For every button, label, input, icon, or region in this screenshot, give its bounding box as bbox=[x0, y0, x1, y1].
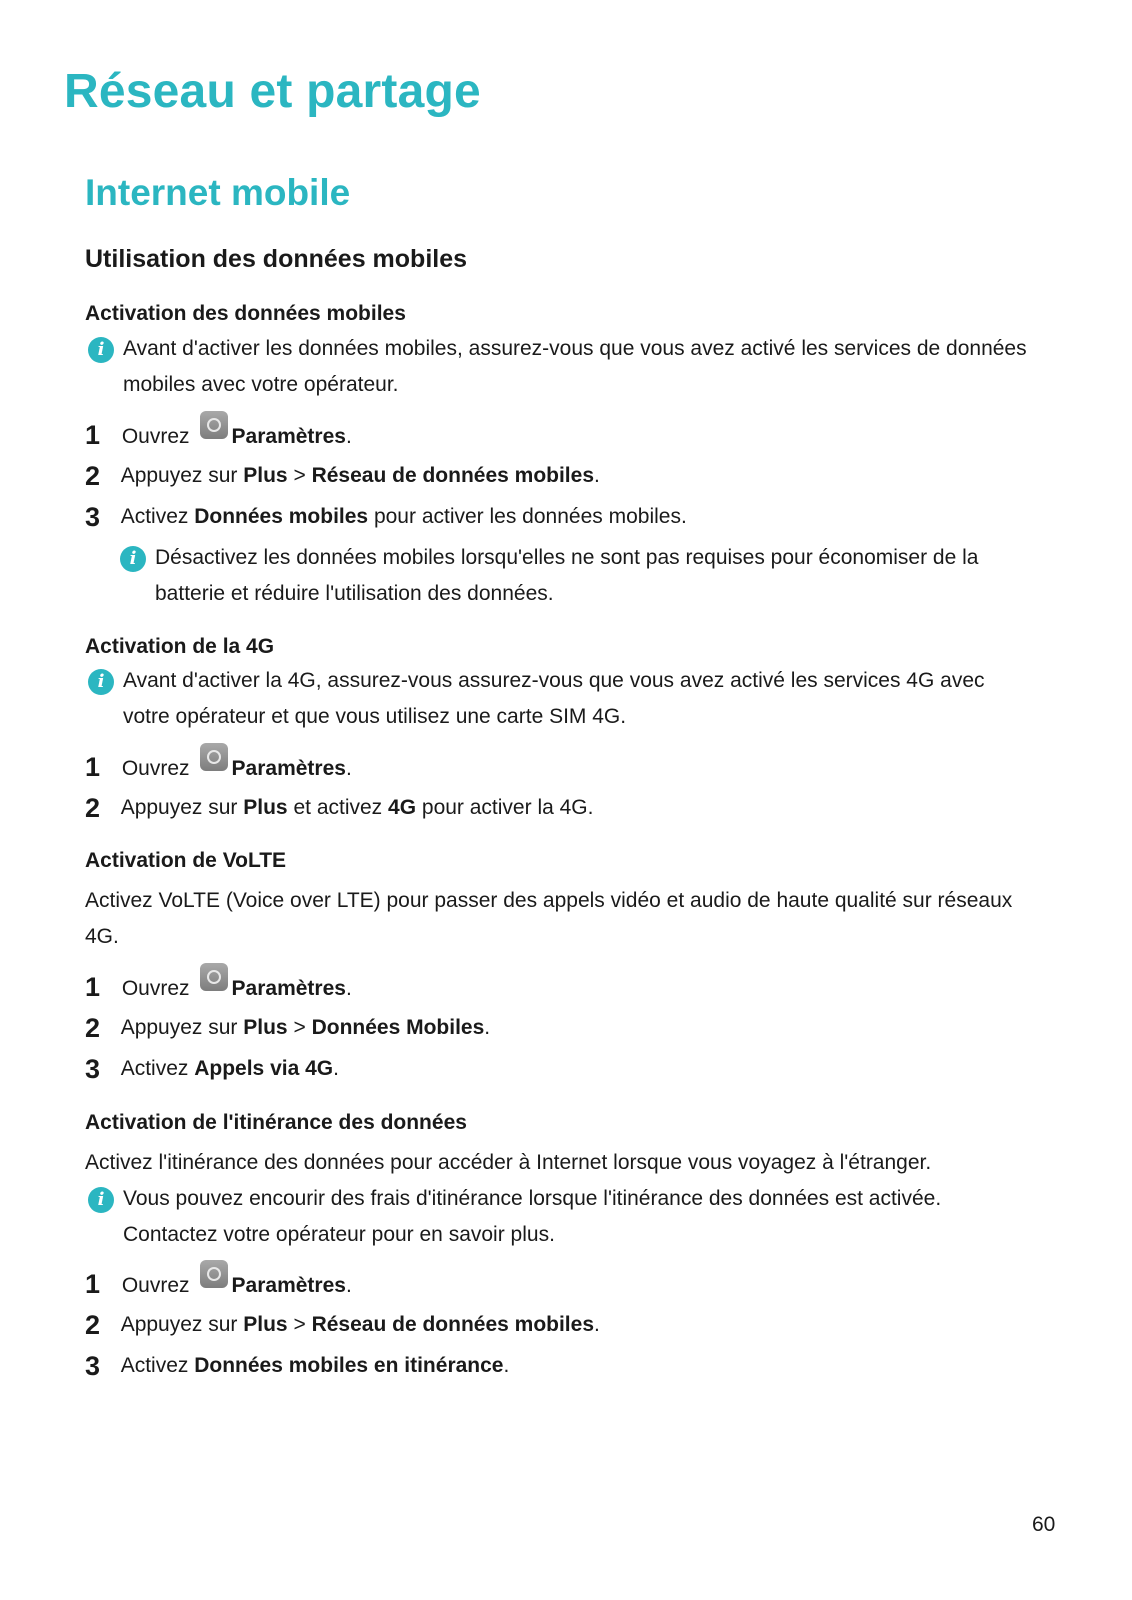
switch-4g-calls: Appels via 4G bbox=[194, 1057, 334, 1080]
menu-plus: Plus bbox=[243, 464, 288, 487]
step-4g-2 bbox=[85, 790, 593, 826]
step-number: 3 bbox=[85, 1054, 101, 1084]
switch-mobile-data: Données mobiles bbox=[194, 505, 369, 528]
step-end: . bbox=[594, 1313, 600, 1336]
separator: > bbox=[293, 1313, 306, 1336]
menu-mobile-network: Réseau de données mobiles bbox=[311, 1313, 595, 1336]
step-number: 3 bbox=[85, 502, 101, 532]
note-text: Désactivez les données mobiles lorsqu'elles ne sont pas requises pour économiser de la batterie et réduire l'utilisation des données. bbox=[155, 546, 979, 605]
step-volte-1 bbox=[85, 969, 352, 1005]
settings-app-icon bbox=[200, 743, 228, 771]
step-volte-2 bbox=[85, 1010, 490, 1046]
paragraph-volte: Activez VoLTE (Voice over LTE) pour passer des appels vidéo et audio de haute qualité sur réseaux 4G. bbox=[85, 889, 1013, 948]
note-mobile-data bbox=[88, 331, 1028, 403]
step-number: 1 bbox=[85, 420, 101, 450]
step-text: Appuyez sur bbox=[120, 1016, 238, 1039]
switch-4g: 4G bbox=[388, 796, 417, 819]
note-text: Avant d'activer la 4G, assurez-vous assurez-vous que vous avez activé les services 4G avec votre opérateur et que vous utilisez une carte SIM 4G. bbox=[123, 669, 985, 728]
step-number: 1 bbox=[85, 1269, 101, 1299]
menu-mobile-data: Données Mobiles bbox=[311, 1016, 485, 1039]
settings-label: Paramètres bbox=[231, 977, 346, 1000]
note-text: Vous pouvez encourir des frais d'itinérance lorsque l'itinérance des données est activée. Contactez votre opérateur pour en savoir plus. bbox=[123, 1187, 942, 1246]
info-icon: i bbox=[88, 669, 114, 695]
settings-app-icon bbox=[200, 1260, 228, 1288]
step-roaming-1 bbox=[85, 1266, 352, 1302]
step-number: 2 bbox=[85, 461, 101, 491]
step-4g-1 bbox=[85, 749, 352, 785]
info-icon: i bbox=[88, 337, 114, 363]
step-text: Ouvrez bbox=[121, 757, 190, 780]
step-end: pour activer la 4G. bbox=[421, 796, 594, 819]
note-4g bbox=[88, 663, 1028, 735]
step-text: Ouvrez bbox=[121, 977, 190, 1000]
step-number: 3 bbox=[85, 1351, 101, 1381]
section-title: Internet mobile bbox=[85, 172, 351, 213]
separator: > bbox=[293, 464, 306, 487]
paragraph-roaming: Activez l'itinérance des données pour accéder à Internet lorsque vous voyagez à l'étranger. bbox=[85, 1151, 932, 1174]
step-text: Appuyez sur bbox=[120, 464, 238, 487]
step-roaming-2 bbox=[85, 1307, 600, 1343]
switch-roaming: Données mobiles en itinérance bbox=[194, 1354, 504, 1377]
step-number: 1 bbox=[85, 752, 101, 782]
step-text: Activez bbox=[120, 1354, 189, 1377]
step-number: 2 bbox=[85, 1310, 101, 1340]
step-number: 2 bbox=[85, 1013, 101, 1043]
settings-label: Paramètres bbox=[231, 425, 346, 448]
note-mobile-battery bbox=[120, 540, 1035, 612]
step-end: . bbox=[345, 1274, 352, 1297]
heading-4g: Activation de la 4G bbox=[85, 635, 275, 658]
subsection-title: Utilisation des données mobiles bbox=[85, 245, 468, 273]
step-roaming-3 bbox=[85, 1348, 509, 1384]
heading-volte: Activation de VoLTE bbox=[85, 849, 287, 872]
note-roaming bbox=[88, 1181, 1028, 1253]
page-number: 60 bbox=[1032, 1513, 1056, 1536]
heading-mobile-data: Activation des données mobiles bbox=[85, 302, 406, 325]
step-end: . bbox=[345, 425, 352, 448]
step-number: 1 bbox=[85, 972, 101, 1002]
settings-label: Paramètres bbox=[231, 757, 346, 780]
info-icon: i bbox=[88, 1187, 114, 1213]
note-text: Avant d'activer les données mobiles, assurez-vous que vous avez activé les services de données mobiles avec votre opérateur. bbox=[123, 337, 1027, 396]
step-end: . bbox=[484, 1016, 491, 1039]
menu-mobile-network: Réseau de données mobiles bbox=[311, 464, 595, 487]
step-end: . bbox=[503, 1354, 510, 1377]
settings-app-icon bbox=[200, 411, 228, 439]
separator: > bbox=[293, 1016, 306, 1039]
step-number: 2 bbox=[85, 793, 101, 823]
menu-plus: Plus bbox=[243, 1016, 288, 1039]
step-end: pour activer les données mobiles. bbox=[373, 505, 687, 528]
chapter-title: Réseau et partage bbox=[64, 65, 481, 118]
settings-label: Paramètres bbox=[231, 1274, 346, 1297]
step-text-mid: et activez bbox=[293, 796, 383, 819]
step-end: . bbox=[345, 977, 352, 1000]
step-text: Appuyez sur bbox=[120, 796, 238, 819]
step-end: . bbox=[333, 1057, 339, 1080]
step-text: Ouvrez bbox=[121, 425, 190, 448]
menu-plus: Plus bbox=[243, 796, 288, 819]
step-text: Ouvrez bbox=[121, 1274, 190, 1297]
step-volte-3 bbox=[85, 1051, 339, 1087]
settings-app-icon bbox=[200, 963, 228, 991]
step-text: Activez bbox=[120, 505, 189, 528]
heading-roaming: Activation de l'itinérance des données bbox=[85, 1111, 467, 1134]
step-text: Activez bbox=[120, 1057, 189, 1080]
step-mobile-1 bbox=[85, 417, 352, 453]
menu-plus: Plus bbox=[243, 1313, 288, 1336]
step-text: Appuyez sur bbox=[120, 1313, 238, 1336]
step-end: . bbox=[345, 757, 352, 780]
step-mobile-2 bbox=[85, 458, 600, 494]
info-icon: i bbox=[120, 546, 146, 572]
step-mobile-3 bbox=[85, 499, 687, 535]
step-end: . bbox=[594, 464, 600, 487]
